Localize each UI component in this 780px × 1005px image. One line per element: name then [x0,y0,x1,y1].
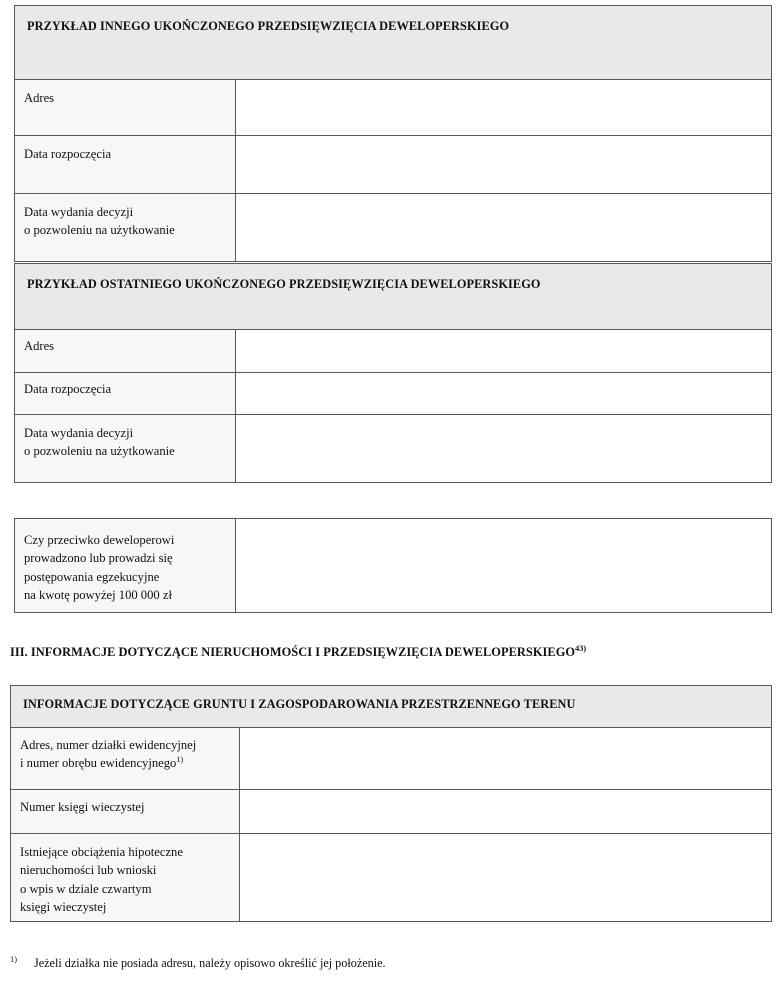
table-row [15,373,771,415]
section-heading-superscript: 43) [575,643,587,653]
section-heading-iii [10,645,586,660]
section-heading-text: III. INFORMACJE DOTYCZĄCE NIERUCHOMOŚCI I PRZEDSIĘWZIĘCIA DEWELOPERSKIEGO [10,645,576,659]
row-label-data-rozpoczecia [15,136,236,193]
table-postepowania-egzekucyjne [14,518,772,613]
label-line: Adres, numer działki ewidencyjnej [20,738,197,752]
label-line: Data wydania decyzji [24,205,134,219]
row-value-data-rozpoczecia[interactable] [236,136,771,193]
label-line: Data wydania decyzji [24,426,134,440]
row-value-postepowania-egzekucyjne[interactable] [236,519,771,612]
label-line: Istniejące obciążenia hipoteczne [20,845,183,859]
footnote-1 [10,956,386,972]
table-row [11,790,771,834]
row-label-data-wydania-decyzji [15,415,236,482]
table-row [11,728,771,790]
table-header-informacje-grunt: INFORMACJE DOTYCZĄCE GRUNTU I ZAGOSPODAROWANIA PRZESTRZENNEGO TERENU [11,686,771,728]
row-label-postepowania-egzekucyjne [15,519,236,612]
row-value-adres-numer-dzialki[interactable] [240,728,771,789]
table-row [15,519,771,612]
row-label-data-wydania-decyzji [15,194,236,261]
row-value-obciazenia-hipoteczne[interactable] [240,834,771,921]
row-value-data-rozpoczecia[interactable] [236,373,771,414]
label-line: na kwotę powyżej 100 000 zł [24,587,172,602]
label-line: nieruchomości lub wnioski [20,863,157,878]
row-label-obciazenia-hipoteczne [11,834,240,921]
row-label-numer-ksiegi-wieczystej [11,790,240,833]
label-line: Data rozpoczęcia [24,382,112,396]
row-value-data-wydania-decyzji[interactable] [236,194,771,261]
label-superscript: 1) [176,755,184,765]
table-row [15,194,771,261]
row-value-numer-ksiegi-wieczystej[interactable] [240,790,771,833]
row-label-adres [15,330,236,372]
label-line-text: i numer obrębu ewidencyjnego [20,756,177,771]
footnote-text: Jeżeli działka nie posiada adresu, należy opisowo określić jej położenie. [33,956,386,970]
table-przyklad-ostatniego [14,263,772,483]
row-value-adres[interactable] [236,80,771,135]
table-row [15,136,771,194]
label-line [20,754,233,772]
label-line: Adres [24,91,55,105]
table-row [15,415,771,482]
label-line: o pozwoleniu na użytkowanie [24,444,175,459]
table-row [11,834,771,921]
row-label-adres-numer-dzialki [11,728,240,789]
table-row [15,330,771,373]
label-line: Numer księgi wieczystej [20,800,145,814]
label-line: prowadzono lub prowadzi się [24,551,173,566]
table-informacje-grunt [10,685,772,922]
label-line: postępowania egzekucyjne [24,569,160,584]
row-label-adres [15,80,236,135]
row-value-data-wydania-decyzji[interactable] [236,415,771,482]
table-header-przyklad-innego: PRZYKŁAD INNEGO UKOŃCZONEGO PRZEDSIĘWZIĘCIA DEWELOPERSKIEGO [15,6,771,80]
row-label-data-rozpoczecia [15,373,236,414]
label-line: Data rozpoczęcia [24,147,112,161]
footnote-mark: 1) [10,954,17,964]
table-row [15,80,771,136]
label-line: o pozwoleniu na użytkowanie [24,223,175,238]
table-header-przyklad-ostatniego: PRZYKŁAD OSTATNIEGO UKOŃCZONEGO PRZEDSIĘWZIĘCIA DEWELOPERSKIEGO [15,264,771,330]
label-line: Adres [24,339,55,353]
row-value-adres[interactable] [236,330,771,372]
label-line: o wpis w dziale czwartym [20,881,152,896]
label-line: Czy przeciwko deweloperowi [24,533,175,547]
table-przyklad-innego [14,5,772,262]
label-line: księgi wieczystej [20,899,107,914]
